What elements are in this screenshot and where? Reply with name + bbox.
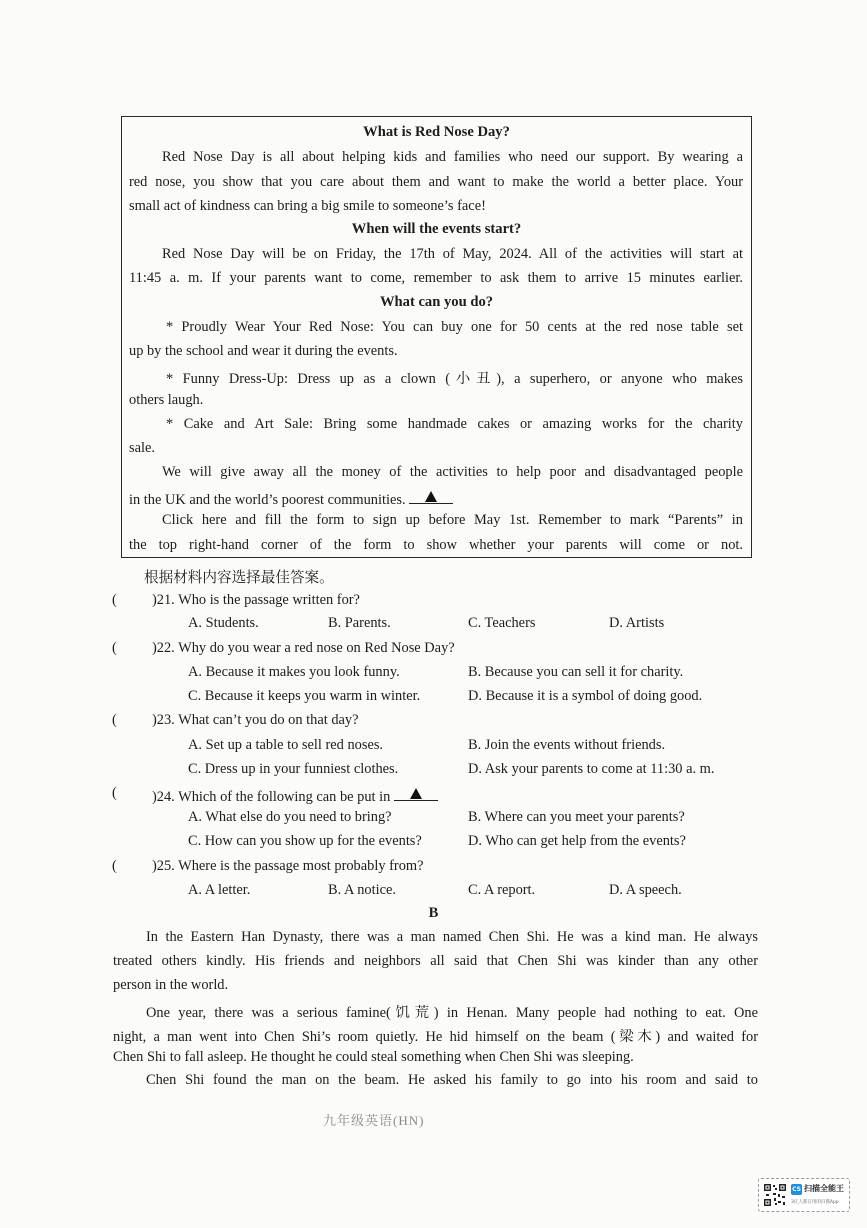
question-21: )21. Who is the passage written for? <box>152 592 360 608</box>
answer-paren: ( <box>112 712 117 728</box>
heading-what-is: What is Red Nose Day? <box>363 124 510 140</box>
answer-blank <box>394 785 438 801</box>
question-25: )25. Where is the passage most probably from? <box>152 858 424 874</box>
option-24-a: A. What else do you need to bring? <box>188 809 392 825</box>
passage-line: * Proudly Wear Your Red Nose: You can buy one for 50 cents at the red nose table set <box>166 319 743 335</box>
passage-line: others laugh. <box>129 392 204 408</box>
question-24 <box>152 785 438 806</box>
option-23-c: C. Dress up in your funniest clothes. <box>188 761 399 777</box>
passage-b-line: In the Eastern Han Dynasty, there was a man named Chen Shi. He was a kind man. He always <box>146 929 758 945</box>
answer-paren: ( <box>112 640 117 656</box>
passage-b-line: night, a man went into Chen Shi’s room quietly. He hid himself on the beam (梁木) and waited for <box>113 1029 758 1045</box>
option-23-d: D. Ask your parents to come at 11:30 a. m. <box>468 761 715 777</box>
scanner-subtitle: 3亿人都在用的扫描App <box>791 1200 839 1205</box>
instruction: 根据材料内容选择最佳答案。 <box>144 570 334 586</box>
option-21-c: C. Teachers <box>468 615 536 631</box>
passage-b-line: treated others kindly. His friends and neighbors all said that Chen Shi was kinder than any other <box>113 953 758 969</box>
page-footer: 九年级英语(HN) <box>323 1113 425 1128</box>
answer-paren: ( <box>112 785 117 801</box>
option-21-d: D. Artists <box>609 615 665 631</box>
passage-line: red nose, you show that you care about them and want to make the world a better place. Your <box>129 174 743 190</box>
triangle-icon <box>425 491 437 502</box>
option-25-d: D. A speech. <box>609 882 682 898</box>
scanner-title: 扫描全能王 <box>804 1184 844 1193</box>
passage-line: We will give away all the money of the activities to help poor and disadvantaged people <box>162 464 743 480</box>
passage-text: in the UK and the world’s poorest communities. <box>129 492 406 508</box>
option-24-b: B. Where can you meet your parents? <box>468 809 685 825</box>
passage-line: 11:45 a. m. If your parents want to come, remember to ask them to arrive 15 minutes earlier. <box>129 270 743 286</box>
option-23-b: B. Join the events without friends. <box>468 737 666 753</box>
question-22: )22. Why do you wear a red nose on Red Nose Day? <box>152 640 455 656</box>
option-25-c: C. A report. <box>468 882 536 898</box>
passage-line: Red Nose Day is all about helping kids and families who need our support. By wearing a <box>162 149 743 165</box>
scanner-watermark <box>758 1178 850 1212</box>
passage-a-box <box>121 116 752 558</box>
passage-b-line: person in the world. <box>113 977 229 993</box>
heading-when: When will the events start? <box>351 221 522 237</box>
option-24-d: D. Who can get help from the events? <box>468 833 686 849</box>
answer-paren: ( <box>112 858 117 874</box>
option-23-a: A. Set up a table to sell red noses. <box>188 737 384 753</box>
passage-line: Click here and fill the form to sign up before May 1st. Remember to mark “Parents” in <box>162 512 743 528</box>
option-21-b: B. Parents. <box>328 615 391 631</box>
heading-what-can: What can you do? <box>379 294 494 310</box>
passage-line: sale. <box>129 440 155 456</box>
option-25-b: B. A notice. <box>328 882 396 898</box>
option-22-c: C. Because it keeps you warm in winter. <box>188 688 421 704</box>
option-24-c: C. How can you show up for the events? <box>188 833 422 849</box>
question-24-stem: )24. Which of the following can be put in <box>152 789 391 805</box>
passage-line: Red Nose Day will be on Friday, the 17th of May, 2024. All of the activities will start at <box>162 246 743 262</box>
qr-code-icon <box>763 1183 787 1207</box>
option-22-a: A. Because it makes you look funny. <box>188 664 400 680</box>
passage-b-line: Chen Shi to fall asleep. He thought he could steal something when Chen Shi was sleeping. <box>113 1049 634 1065</box>
option-22-b: B. Because you can sell it for charity. <box>468 664 684 680</box>
option-21-a: A. Students. <box>188 615 259 631</box>
answer-paren: ( <box>112 592 117 608</box>
option-25-a: A. A letter. <box>188 882 251 898</box>
question-23: )23. What can’t you do on that day? <box>152 712 359 728</box>
option-22-d: D. Because it is a symbol of doing good. <box>468 688 703 704</box>
triangle-icon <box>410 788 422 799</box>
passage-line: the top right-hand corner of the form to show whether your parents will come or not. <box>129 537 743 553</box>
passage-line: * Cake and Art Sale: Bring some handmade cakes or amazing works for the charity <box>166 416 743 432</box>
passage-line: * Funny Dress-Up: Dress up as a clown (小丑), a superhero, or anyone who makes <box>166 371 743 387</box>
passage-b-line: One year, there was a serious famine(饥荒) in Henan. Many people had nothing to eat. One <box>146 1005 758 1021</box>
passage-b-line: Chen Shi found the man on the beam. He asked his family to go into his room and said to <box>146 1072 758 1088</box>
section-b-heading: B <box>428 905 439 921</box>
answer-blank <box>409 488 453 504</box>
passage-line: small act of kindness can bring a big smile to someone’s face! <box>129 198 486 214</box>
camscanner-logo-icon: CS <box>792 1186 801 1193</box>
passage-line-with-blank <box>129 488 453 509</box>
passage-line: up by the school and wear it during the events. <box>129 343 398 359</box>
